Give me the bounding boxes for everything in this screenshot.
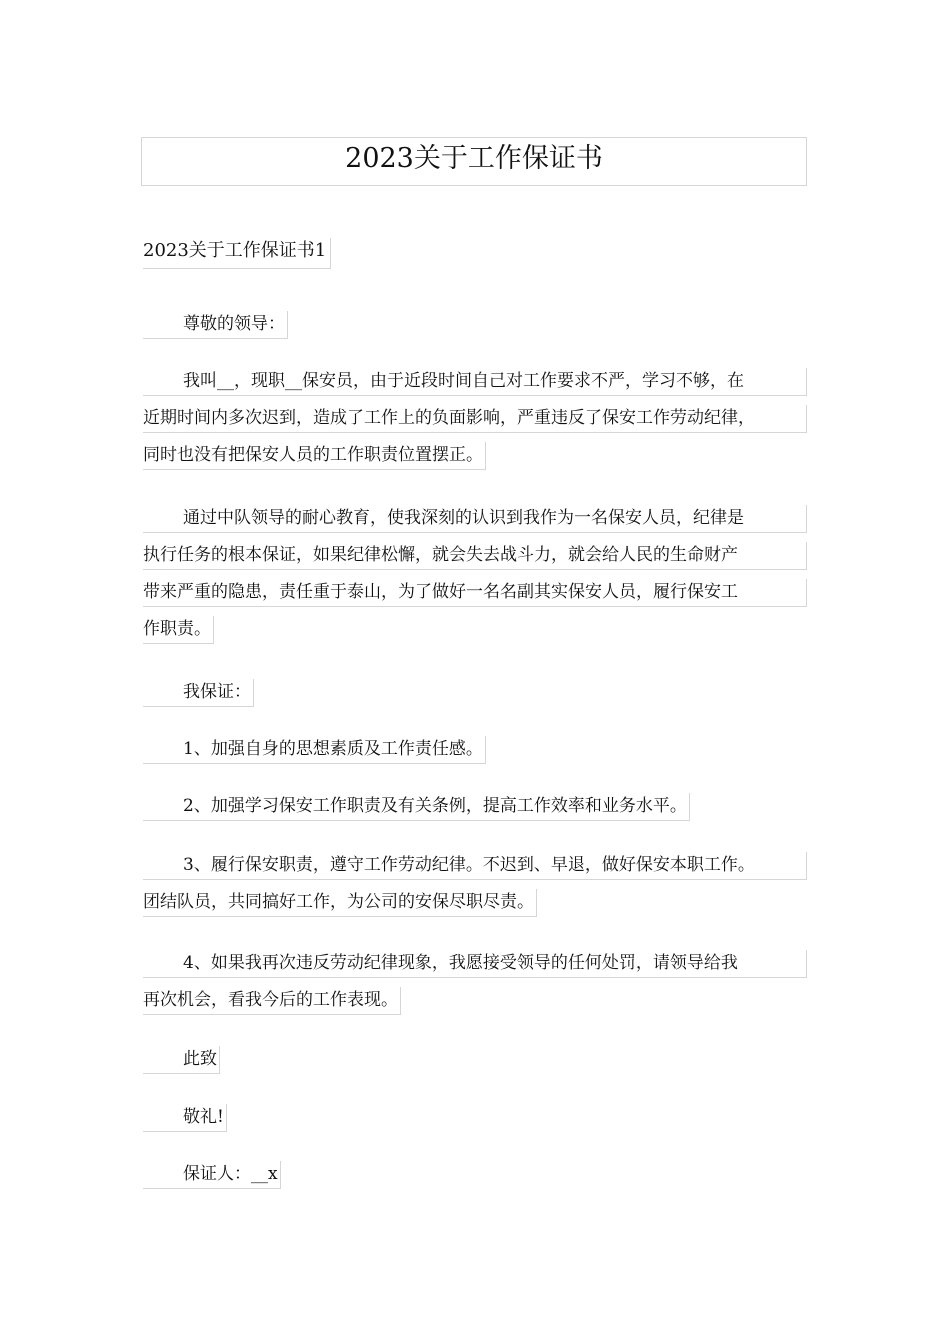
- closing-2-line: 敬礼!: [143, 1104, 227, 1132]
- pledge-item-1: [143, 736, 807, 764]
- paragraph-2-line-2: 执行任务的根本保证，如果纪律松懈，就会失去战斗力，就会给人民的生命财产: [143, 542, 807, 570]
- pledge-item-3: [143, 852, 807, 917]
- paragraph-2-line-1: 通过中队领导的耐心教育，使我深刻的认识到我作为一名保安人员，纪律是: [143, 505, 807, 533]
- closing-1-line: 此致: [143, 1046, 220, 1074]
- pledge-item-3-line-1: 3、履行保安职责，遵守工作劳动纪律。不迟到、早退，做好保安本职工作。: [143, 852, 807, 880]
- pledge-intro: [143, 679, 807, 707]
- pledge-item-1-line: 1、加强自身的思想素质及工作责任感。: [143, 736, 486, 764]
- paragraph-2-line-3: 带来严重的隐患，责任重于泰山，为了做好一名名副其实保安人员，履行保安工: [143, 579, 807, 607]
- pledge-item-4: [143, 950, 807, 1015]
- paragraph-2: [143, 505, 807, 644]
- pledge-item-2: [143, 793, 807, 821]
- paragraph-1: [143, 368, 807, 470]
- signer: [143, 1161, 807, 1189]
- paragraph-1-line-3: 同时也没有把保安人员的工作职责位置摆正。: [143, 442, 486, 470]
- section-heading: 2023关于工作保证书1: [143, 238, 331, 269]
- paragraph-1-line-2: 近期时间内多次迟到，造成了工作上的负面影响，严重违反了保安工作劳动纪律，: [143, 405, 807, 433]
- paragraph-1-line-1: 我叫__，现职__保安员，由于近段时间自己对工作要求不严，学习不够，在: [143, 368, 807, 396]
- pledge-item-4-line-2: 再次机会，看我今后的工作表现。: [143, 987, 401, 1015]
- pledge-item-2-line: 2、加强学习保安工作职责及有关条例，提高工作效率和业务水平。: [143, 793, 690, 821]
- paragraph-2-line-4: 作职责。: [143, 616, 214, 644]
- pledge-intro-line: 我保证：: [143, 679, 254, 707]
- closing-1: [143, 1046, 807, 1074]
- closing-2: [143, 1104, 807, 1132]
- salutation-line: 尊敬的领导：: [143, 311, 288, 339]
- salutation: [143, 311, 807, 339]
- pledge-item-3-line-2: 团结队员，共同搞好工作，为公司的安保尽职尽责。: [143, 889, 537, 917]
- pledge-item-4-line-1: 4、如果我再次违反劳动纪律现象，我愿接受领导的任何处罚，请领导给我: [143, 950, 807, 978]
- signer-line: 保证人：__x: [143, 1161, 281, 1189]
- document-title: 2023关于工作保证书: [141, 137, 807, 186]
